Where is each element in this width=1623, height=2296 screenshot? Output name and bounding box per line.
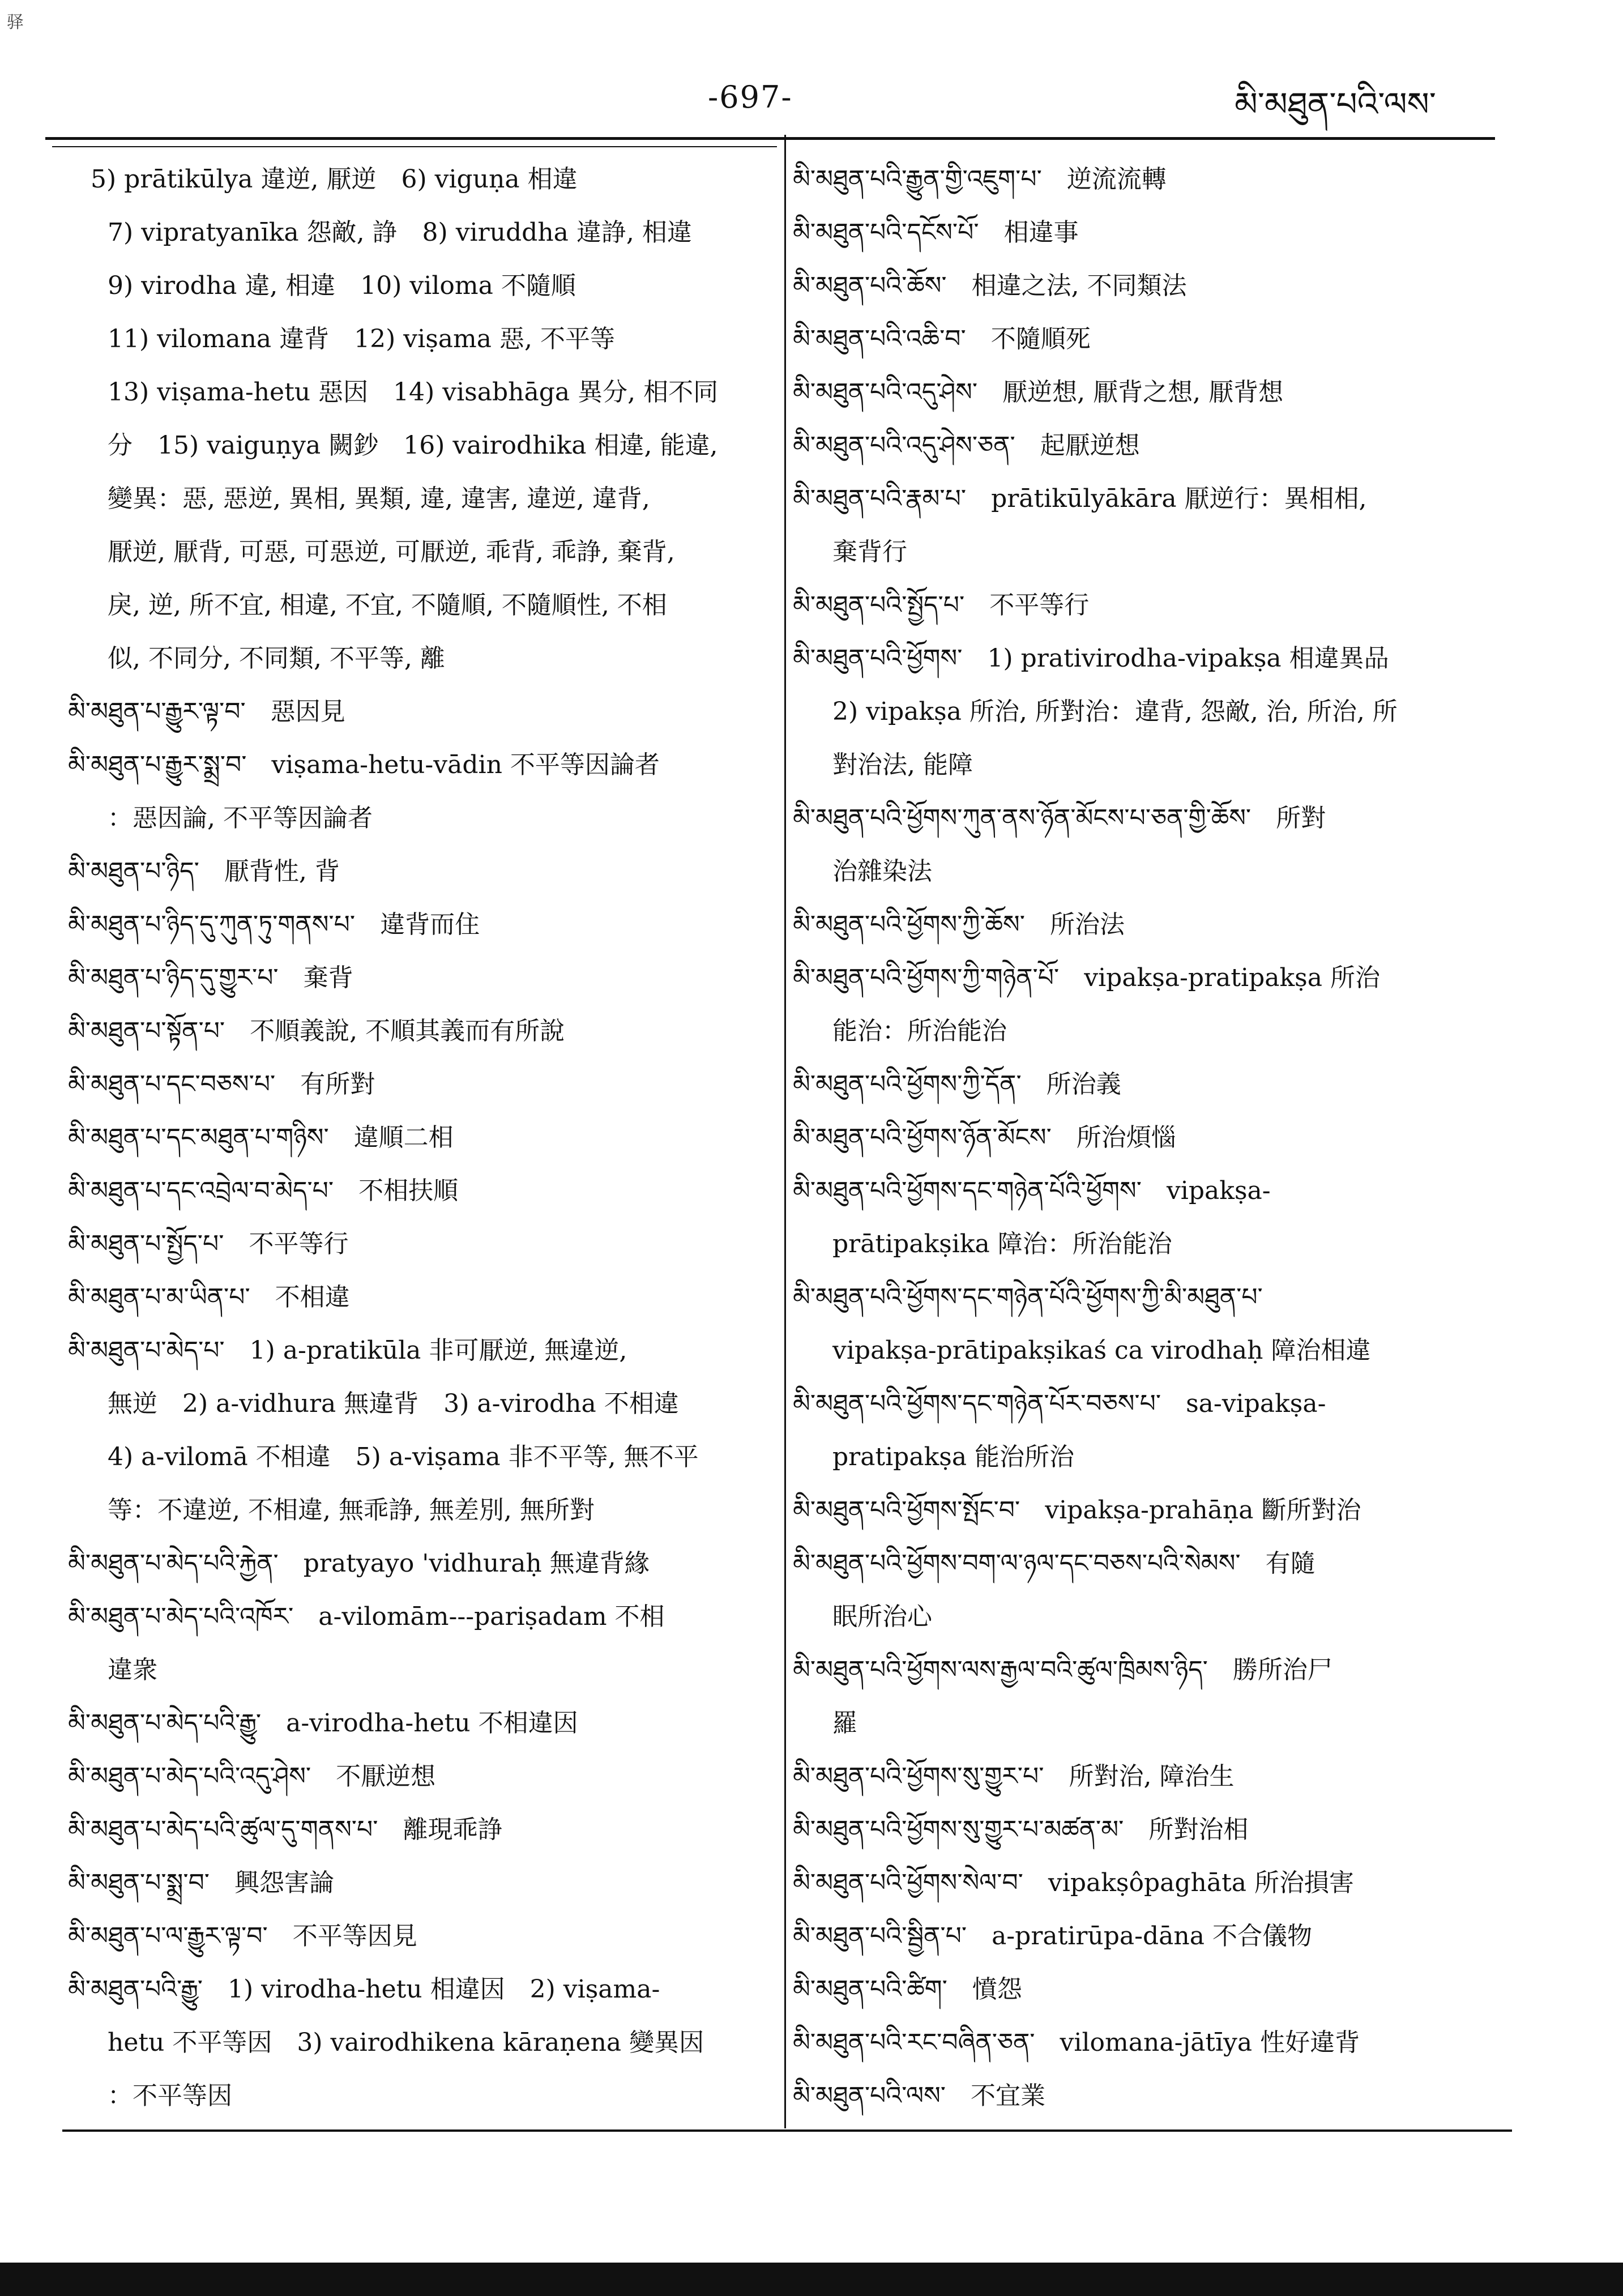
dictionary-entry: [68, 1324, 770, 1537]
dictionary-entry: [793, 1803, 1495, 1857]
dictionary-entry: [793, 419, 1495, 472]
entry-continuation-line: 7) vipratyanīka 怨敵, 諍 8) viruddha 違諍, 相違: [108, 218, 692, 247]
dictionary-entry: [793, 898, 1495, 951]
dictionary-entry: [68, 1537, 770, 1590]
dictionary-entry: [793, 1058, 1495, 1111]
entry-headword-line: མི་མཐུན་པ་མེད་པའི་ཚུལ་དུ་གནས་པ་ 離現乖諍: [68, 1815, 503, 1844]
entry-headword-line: མི་མཐུན་པའི་ཕྱོགས་ཀུན་ནས་ཉོན་མོངས་པ་ཅན་གྱི་ཆོས་ 所對: [793, 804, 1326, 833]
dictionary-entry: [793, 1271, 1495, 1377]
entry-headword-line: མི་མཐུན་པའི་སྦྱིན་པ་ a-pratirūpa-dāna 不合儀物: [793, 1922, 1312, 1951]
entry-continuation-line: 違衆: [108, 1655, 157, 1684]
entry-headword-line: མི་མཐུན་པའི་འདུ་ཤེས་ཅན་ 起厭逆想: [793, 431, 1140, 460]
entry-headword-line: མི་མཐུན་པའི་ཕྱོགས་སུ་གྱུར་པ་ 所對治, 障治生: [793, 1762, 1235, 1791]
dictionary-entry: [793, 1644, 1495, 1750]
entry-continuation-line: 13) viṣama-hetu 惡因 14) visabhāga 異分, 相不同: [108, 378, 719, 407]
entry-continuation-line: 11) vilomana 違背 12) viṣama 惡, 不平等: [108, 325, 615, 353]
entry-headword-line: 5) prātikūlya 違逆, 厭逆 6) viguṇa 相違: [91, 165, 578, 194]
entry-headword-line: མི་མཐུན་པའི་ཕྱོགས་བག་ལ་ཉལ་དང་བཅས་པའི་སེམས་ 有隨: [793, 1549, 1316, 1578]
entry-continuation-line: 棄背行: [832, 537, 907, 566]
entry-headword-line: མི་མཐུན་པའི་ཕྱོགས་དང་གཉེན་པོར་བཅས་པ་ sa-vipakṣa-: [793, 1389, 1326, 1418]
dictionary-entry: [68, 153, 770, 685]
entry-headword-line: མི་མཐུན་པའི་ཕྱོགས་སུ་གྱུར་པ་མཚན་མ་ 所對治相: [793, 1815, 1249, 1844]
scan-edge-band: [0, 2263, 1623, 2296]
entry-headword-line: མི་མཐུན་པ་མེད་པའི་རྐྱེན་ pratyayo 'vidhuraḥ 無違背緣: [68, 1549, 650, 1578]
corner-mark: 驿: [7, 12, 24, 32]
entry-headword-line: མི་མཐུན་པའི་ཚིག་ 憤怨: [793, 1975, 1022, 2004]
entry-headword-line: མི་མཐུན་པ་མེད་པའི་རྒྱུ་ a-virodha-hetu 不相違因: [68, 1709, 578, 1738]
entry-continuation-line: 9) virodha 違, 相違 10) viloma 不隨順: [108, 271, 576, 300]
dictionary-entry: [68, 1963, 770, 2123]
entry-continuation-line: 等：不違逆, 不相違, 無乖諍, 無差別, 無所對: [108, 1496, 595, 1525]
entry-headword-line: མི་མཐུན་པའི་ཕྱོགས་ 1) prativirodha-vipakṣa 相違異品: [793, 644, 1389, 673]
dictionary-entry: [68, 1803, 770, 1857]
entry-continuation-line: 分 15) vaiguṇya 闕鈔 16) vairodhika 相違, 能違,: [108, 431, 718, 460]
dictionary-entry: [793, 1484, 1495, 1537]
dictionary-entry: [68, 685, 770, 739]
dictionary-entry: [793, 153, 1495, 206]
entry-headword-line: མི་མཐུན་པ་མེད་པའི་འཁོར་ a-vilomām---pariṣadam 不相: [68, 1602, 665, 1631]
entry-headword-line: མི་མཐུན་པ་སྤྱོད་པ་ 不平等行: [68, 1230, 349, 1258]
top-rule-inner: [52, 146, 777, 147]
entry-continuation-line: 厭逆, 厭背, 可惡, 可惡逆, 可厭逆, 乖背, 乖諍, 棄背,: [108, 537, 675, 566]
dictionary-entry: [793, 1377, 1495, 1484]
entry-headword-line: མི་མཐུན་པ་རྒྱུར་ལྟ་བ་ 惡因見: [68, 697, 345, 726]
top-rule: [45, 137, 1495, 140]
dictionary-entry: [793, 632, 1495, 792]
entry-headword-line: མི་མཐུན་པའི་འདུ་ཤེས་ 厭逆想, 厭背之想, 厭背想: [793, 378, 1284, 407]
entry-headword-line: མི་མཐུན་པའི་ལས་ 不宜業: [793, 2081, 1046, 2110]
dictionary-entry: [793, 1537, 1495, 1644]
dictionary-entry: [793, 2069, 1495, 2123]
entry-continuation-line: 4) a-vilomā 不相違 5) a-viṣama 非不平等, 無不平: [108, 1443, 699, 1471]
entry-continuation-line: 治雜染法: [832, 857, 932, 886]
entry-headword-line: མི་མཐུན་པ་དང་འབྲེལ་བ་མེད་པ་ 不相扶順: [68, 1176, 459, 1205]
entry-continuation-line: ：不平等因: [108, 2081, 232, 2110]
dictionary-entry: [793, 1910, 1495, 1963]
entry-headword-line: མི་མཐུན་པ་སྟོན་པ་ 不順義說, 不順其義而有所說: [68, 1017, 565, 1045]
dictionary-entry: [68, 1697, 770, 1750]
dictionary-entry: [793, 259, 1495, 313]
entry-headword-line: མི་མཐུན་པའི་ཕྱོགས་དང་གཉེན་པོའི་ཕྱོགས་ཀྱི་མི་མཐུན་པ་: [793, 1283, 1263, 1312]
dictionary-entry: [793, 1963, 1495, 2016]
entry-headword-line: མི་མཐུན་པའི་རྒྱུ་ 1) virodha-hetu 相違因 2) viṣama-: [68, 1975, 660, 2004]
dictionary-entry: [793, 313, 1495, 366]
dictionary-entry: [68, 845, 770, 898]
entry-headword-line: མི་མཐུན་པ་མ་ཡིན་པ་ 不相違: [68, 1283, 350, 1312]
entry-headword-line: མི་མཐུན་པའི་ཆོས་ 相違之法, 不同類法: [793, 271, 1187, 300]
dictionary-entry: [793, 206, 1495, 259]
entry-headword-line: མི་མཐུན་པའི་འཆི་བ་ 不隨順死: [793, 325, 1091, 353]
entry-headword-line: མི་མཐུན་པ་དང་བཅས་པ་ 有所對: [68, 1070, 375, 1099]
dictionary-entry: [68, 1857, 770, 1910]
dictionary-entry: [793, 2016, 1495, 2069]
dictionary-entry: [68, 1005, 770, 1058]
entry-headword-line: མི་མཐུན་པའི་ཕྱོགས་དང་གཉེན་པོའི་ཕྱོགས་ vipakṣa-: [793, 1176, 1271, 1205]
entry-headword-line: མི་མཐུན་པ་རྒྱུར་སྨྲ་བ་ viṣama-hetu-vādin 不平等因論者: [68, 750, 660, 779]
entry-headword-line: མི་མཐུན་པ་སྨྲ་བ་ 興怨害論: [68, 1868, 335, 1897]
dictionary-entry: [68, 739, 770, 845]
entry-continuation-line: pratipakṣa 能治所治: [832, 1443, 1075, 1471]
entry-headword-line: མི་མཐུན་པའི་ཕྱོགས་ཀྱི་དོན་ 所治義: [793, 1070, 1121, 1099]
entry-headword-line: མི་མཐུན་པ་མེད་པའི་འདུ་ཤེས་ 不厭逆想: [68, 1762, 436, 1791]
dictionary-entry: [68, 1111, 770, 1164]
entry-headword-line: མི་མཐུན་པའི་དངོས་པོ་ 相違事: [793, 218, 1079, 247]
entry-headword-line: མི་མཐུན་པ་མེད་པ་ 1) a-pratikūla 非可厭逆, 無違逆,: [68, 1336, 627, 1365]
dictionary-entry: [68, 898, 770, 951]
dictionary-entry: [68, 1058, 770, 1111]
entry-headword-line: མི་མཐུན་པའི་སྤྱོད་པ་ 不平等行: [793, 591, 1090, 620]
entry-headword-line: མི་མཐུན་པའི་ཕྱོགས་ཉོན་མོངས་ 所治煩惱: [793, 1123, 1176, 1152]
entry-continuation-line: prātipakṣika 障治：所治能治: [832, 1230, 1172, 1258]
dictionary-entry: [68, 1750, 770, 1803]
entry-headword-line: མི་མཐུན་པ་ལ་རྒྱུར་ལྟ་བ་ 不平等因見: [68, 1922, 417, 1951]
entry-headword-line: མི་མཐུན་པའི་རང་བཞིན་ཅན་ vilomana-jātīya 性好違背: [793, 2028, 1360, 2057]
right-column: [793, 153, 1495, 2123]
dictionary-entry: [68, 1910, 770, 1963]
entry-continuation-line: vipakṣa-prātipakṣikaś ca virodhaḥ 障治相違: [832, 1336, 1371, 1365]
entry-headword-line: མི་མཐུན་པའི་ཕྱོགས་ཀྱི་གཉེན་པོ་ vipakṣa-pratipakṣa 所治: [793, 963, 1380, 992]
entry-headword-line: མི་མཐུན་པའི་ཕྱོགས་སྤོང་བ་ vipakṣa-prahāṇa 斷所對治: [793, 1496, 1361, 1525]
page-number: -697-: [708, 79, 793, 115]
dictionary-entry: [68, 1590, 770, 1697]
entry-continuation-line: 對治法, 能障: [832, 750, 973, 779]
dictionary-entry: [793, 1750, 1495, 1803]
entry-continuation-line: 能治：所治能治: [832, 1017, 1007, 1045]
entry-continuation-line: 變異：惡, 惡逆, 異相, 異類, 違, 違害, 違逆, 違背,: [108, 484, 650, 513]
dictionary-entry: [68, 1218, 770, 1271]
dictionary-entry: [793, 366, 1495, 419]
entry-headword-line: མི་མཐུན་པའི་རྣམ་པ་ prātikūlyākāra 厭逆行：異相相,: [793, 484, 1367, 513]
entry-continuation-line: hetu 不平等因 3) vairodhikena kāraṇena 變異因: [108, 2028, 704, 2057]
entry-headword-line: མི་མཐུན་པའི་ཕྱོགས་སེལ་བ་ vipakṣôpaghāta 所治損害: [793, 1868, 1355, 1897]
dictionary-entry: [793, 792, 1495, 898]
entry-continuation-line: 無逆 2) a-vidhura 無違背 3) a-virodha 不相違: [108, 1389, 679, 1418]
entry-headword-line: མི་མཐུན་པའི་ཕྱོགས་ལས་རྒྱལ་བའི་ཚུལ་ཁྲིམས་ཉིད་ 勝所治尸: [793, 1655, 1332, 1684]
running-head: མི་མཐུན་པའི་ལས་: [1235, 85, 1436, 123]
bottom-rule: [62, 2129, 1512, 2132]
dictionary-entry: [793, 472, 1495, 579]
dictionary-entry: [793, 1164, 1495, 1271]
entry-continuation-line: 羅: [832, 1709, 857, 1738]
dictionary-entry: [793, 1111, 1495, 1164]
entry-continuation-line: 眠所治心: [832, 1602, 932, 1631]
entry-headword-line: མི་མཐུན་པ་དང་མཐུན་པ་གཉིས་ 違順二相: [68, 1123, 454, 1152]
dictionary-entry: [68, 1164, 770, 1218]
entry-headword-line: མི་མཐུན་པ་ཉིད་དུ་ཀུན་ཏུ་གནས་པ་ 違背而住: [68, 910, 480, 939]
entry-continuation-line: 戾, 逆, 所不宜, 相違, 不宜, 不隨順, 不隨順性, 不相: [108, 591, 667, 620]
entry-continuation-line: 似, 不同分, 不同類, 不平等, 離: [108, 644, 445, 673]
entry-continuation-line: 2) vipakṣa 所治, 所對治：違背, 怨敵, 治, 所治, 所: [832, 697, 1398, 726]
column-divider: [784, 135, 786, 2128]
dictionary-entry: [793, 951, 1495, 1058]
dictionary-entry: [68, 951, 770, 1005]
dictionary-entry: [793, 579, 1495, 632]
entry-headword-line: མི་མཐུན་པའི་ཕྱོགས་ཀྱི་ཆོས་ 所治法: [793, 910, 1125, 939]
entry-headword-line: མི་མཐུན་པའི་རྒྱུན་གྱི་འཇུག་པ་ 逆流流轉: [793, 165, 1167, 194]
entry-continuation-line: ：惡因論, 不平等因論者: [108, 804, 373, 833]
entry-headword-line: མི་མཐུན་པ་ཉིད་དུ་གྱུར་པ་ 棄背: [68, 963, 353, 992]
left-column: [68, 153, 770, 2123]
dictionary-entry: [68, 1271, 770, 1324]
dictionary-entry: [793, 1857, 1495, 1910]
entry-headword-line: མི་མཐུན་པ་ཉིད་ 厭背性, 背: [68, 857, 340, 886]
